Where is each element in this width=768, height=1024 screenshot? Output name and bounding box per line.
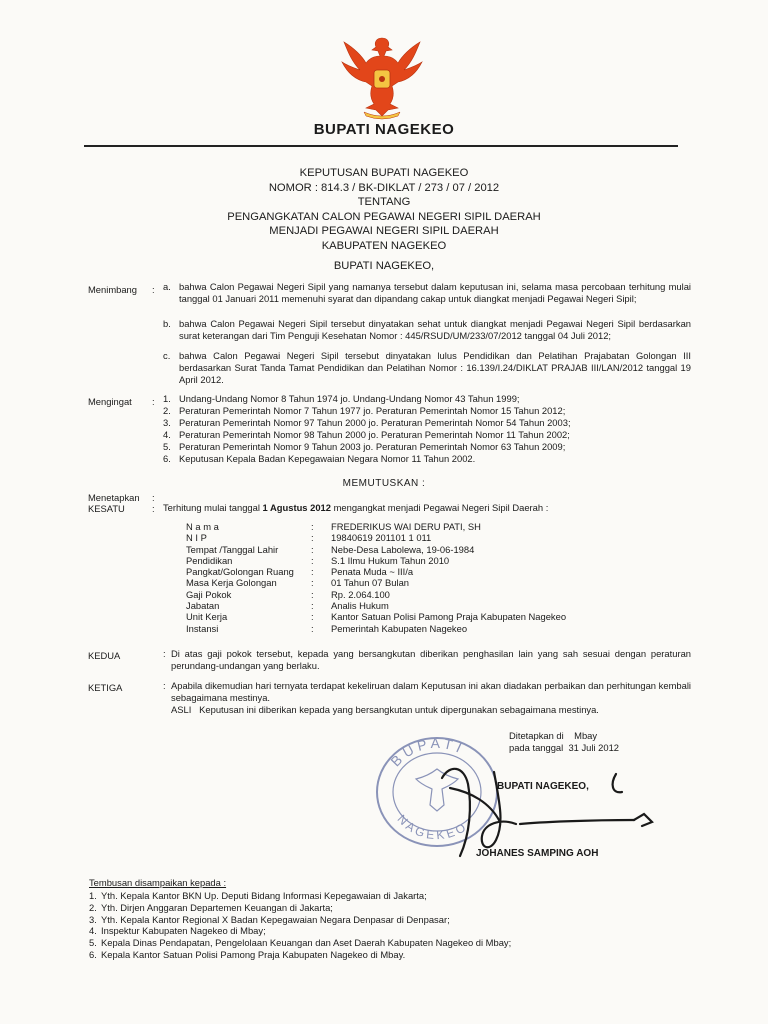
detail-row	[186, 532, 566, 543]
detail-row	[186, 600, 566, 611]
detail-colon: :	[311, 600, 314, 612]
item-text: Undang-Undang Nomor 8 Tahun 1974 jo. Undang-Undang Nomor 43 Tahun 1999;	[179, 393, 520, 404]
list-number: 4.	[89, 925, 97, 937]
kesatu-statement	[163, 502, 548, 513]
decree-title-line: MENJADI PEGAWAI NEGERI SIPIL DAERAH	[269, 225, 499, 237]
list-item	[89, 949, 511, 961]
item-marker: c.	[163, 350, 171, 361]
tanggal-label: pada tanggal	[509, 742, 564, 753]
item-text: Peraturan Pemerintah Nomor 7 Tahun 1977 jo. Peraturan Pemerintah Nomor 15 Tahun 2012;	[179, 405, 566, 416]
detail-label: Pendidikan	[186, 554, 233, 566]
ditetapkan-line	[509, 730, 597, 741]
decree-title-line: KABUPATEN NAGEKEO	[321, 239, 447, 252]
mengingat-item	[163, 453, 691, 465]
detail-value: Rp. 2.064.100	[331, 588, 390, 600]
detail-value: Pemerintah Kabupaten Nagekeo	[331, 622, 468, 634]
list-text: Yth. Dirjen Anggaran Departemen Keuangan di Jakarta;	[101, 901, 333, 913]
decree-title-line: PENGANGKATAN CALON PEGAWAI NEGERI SIPIL DAERAH	[227, 210, 541, 223]
kesatu-pre: Terhitung mulai tanggal	[163, 502, 260, 513]
detail-label: N a m a	[186, 521, 219, 532]
item-text: bahwa Calon Pegawai Negeri Sipil tersebut dinyatakan lulus Pendidikan dan Pelatihan Prajabatan Golongan III berdasarkan Surat Tanda Tamat Pendidikan dan Pelatihan Nomor : 16.139/I.24/DIKLAT PRAJAB III/LAN/2012 tanggal 19 April 2012.	[179, 350, 691, 385]
item-marker: 5.	[163, 441, 171, 452]
detail-colon: :	[311, 554, 314, 566]
detail-label: Tempat /Tanggal Lahir	[186, 543, 279, 555]
detail-row	[186, 555, 566, 566]
signatory-title: BUPATI NAGEKEO,	[497, 781, 589, 792]
detail-label: Gaji Pokok	[186, 588, 232, 600]
detail-value: 01 Tahun 07 Bulan	[331, 577, 410, 589]
kedua-text: Di atas gaji pokok tersebut, kepada yang bersangkutan diberikan penghasilan lain yang sah sesuai dengan peraturan perundang-undangan yang berlaku.	[171, 648, 691, 671]
mengingat-colon: :	[152, 396, 155, 407]
kesatu-date: 1 Agustus 2012	[262, 502, 331, 513]
mengingat-item	[163, 441, 691, 453]
list-text: Kepala Kantor Satuan Polisi Pamong Praja Kabupaten Nagekeo di Mbay.	[101, 948, 406, 960]
item-marker: 4.	[163, 429, 171, 440]
list-text: Yth. Kepala Kantor BKN Up. Deputi Bidang Informasi Kepegawaian di Jakarta;	[101, 890, 427, 901]
menetapkan-label: Menetapkan	[88, 492, 140, 503]
mengingat-item	[163, 405, 691, 417]
ketiga-paragraph	[163, 680, 691, 704]
detail-value: FREDERIKUS WAI DERU PATI, SH	[331, 521, 481, 532]
detail-colon: :	[311, 532, 314, 544]
detail-label: Unit Kerja	[186, 611, 228, 623]
decree-number: NOMOR : 814.3 / BK-DIKLAT / 273 / 07 / 2012	[268, 181, 500, 194]
stamp-top-text: BUPATI	[387, 734, 468, 770]
detail-label: Pangkat/Golongan Ruang	[186, 566, 294, 578]
ketiga-label: KETIGA	[88, 682, 123, 693]
list-text: Inspektur Kabupaten Nagekeo di Mbay;	[101, 925, 266, 937]
item-text: Peraturan Pemerintah Nomor 97 Tahun 2000 jo. Peraturan Pemerintah Nomor 54 Tahun 2003;	[179, 417, 571, 428]
mengingat-item	[163, 393, 691, 405]
list-item	[89, 937, 511, 949]
detail-value: Nebe-Desa Labolewa, 19-06-1984	[331, 543, 475, 555]
header-divider	[84, 145, 678, 147]
detail-row	[186, 577, 566, 588]
list-text: Kepala Dinas Pendapatan, Pengelolaan Keuangan dan Aset Daerah Kabupaten Nagekeo di Mbay;	[101, 937, 512, 949]
list-item	[89, 914, 511, 926]
detail-value: Penata Muda ~ III/a	[331, 566, 414, 578]
asli-label: ASLI	[171, 704, 192, 715]
kesatu-colon: :	[152, 503, 155, 514]
decree-title-line: KEPUTUSAN BUPATI NAGEKEO	[299, 167, 469, 179]
item-text: Peraturan Pemerintah Nomor 98 Tahun 2000 jo. Peraturan Pemerintah Nomor 11 Tahun 2002;	[179, 429, 570, 440]
list-number: 3.	[89, 913, 97, 925]
list-item	[89, 925, 511, 937]
tembusan-list	[89, 890, 511, 961]
list-number: 2.	[89, 901, 97, 913]
authority-heading: BUPATI NAGEKEO	[313, 121, 455, 138]
employee-details	[186, 521, 566, 634]
detail-colon: :	[311, 588, 314, 600]
detail-value: S.1 Ilmu Hukum Tahun 2010	[331, 554, 450, 566]
menimbang-item	[163, 281, 691, 305]
list-number: 5.	[89, 937, 97, 949]
list-text: Yth. Kepala Kantor Regional X Badan Kepegawaian Negara Denpasar di Denpasar;	[101, 913, 450, 925]
detail-colon: :	[311, 577, 314, 589]
item-marker: 3.	[163, 417, 171, 428]
item-marker: 1.	[163, 393, 171, 404]
detail-colon: :	[311, 521, 314, 532]
mengingat-item	[163, 417, 691, 429]
menimbang-colon: :	[152, 284, 155, 295]
detail-colon: :	[311, 622, 314, 634]
ketiga-text: Apabila dikemudian hari ternyata terdapat kekeliruan dalam Keputusan ini akan diadakan perbaikan dan perhitungan kembali sebagaimana mestinya.	[171, 680, 691, 703]
ditetapkan-label: Ditetapkan di	[509, 730, 564, 741]
item-text: Keputusan Kepala Badan Kepegawaian Negara Nomor 11 Tahun 2002.	[179, 453, 476, 464]
issuer-line: BUPATI NAGEKEO,	[333, 260, 435, 272]
list-number: 1.	[89, 890, 97, 901]
menetapkan-colon: :	[152, 492, 155, 503]
list-item	[89, 890, 511, 902]
detail-row	[186, 566, 566, 577]
tembusan-heading: Tembusan disampaikan kepada :	[89, 877, 227, 888]
item-text: bahwa Calon Pegawai Negeri Sipil yang namanya tersebut dalam keputusan ini, selama masa percobaan terhitung mulai tanggal 01 Januari 2011 memenuhi syarat dan dipandang cakap untuk diangkat menjadi Pegawai Negeri Sipil;	[179, 281, 691, 304]
menimbang-item	[163, 350, 691, 386]
item-text: Peraturan Pemerintah Nomor 9 Tahun 2003 jo. Peraturan Pemerintah Nomor 63 Tahun 2009;	[179, 441, 566, 452]
mengingat-item	[163, 429, 691, 441]
item-marker: b.	[163, 318, 171, 329]
detail-colon: :	[311, 566, 314, 578]
detail-label: Instansi	[186, 622, 219, 634]
stamp-bottom-text: NAGEKEO	[394, 812, 471, 843]
menimbang-item	[163, 318, 691, 342]
decree-title-block	[0, 166, 768, 253]
detail-row	[186, 623, 566, 634]
signatory-name: JOHANES SAMPING AOH	[476, 848, 599, 859]
item-marker: 6.	[163, 453, 171, 464]
asli-line	[163, 704, 691, 716]
detail-label: Jabatan	[186, 600, 220, 612]
detail-row	[186, 589, 566, 600]
detail-label: Masa Kerja Golongan	[186, 577, 277, 589]
decree-title-line: TENTANG	[357, 196, 411, 208]
detail-row	[186, 521, 566, 532]
tanggal-value: 31 Juli 2012	[568, 742, 619, 753]
item-marker: a.	[163, 281, 171, 292]
list-number: 6.	[89, 948, 97, 960]
detail-label: N I P	[186, 532, 207, 544]
garuda-emblem-icon	[336, 32, 428, 120]
detail-row	[186, 544, 566, 555]
detail-value: 19840619 201101 1 011	[331, 532, 432, 544]
asli-text: Keputusan ini diberikan kepada yang bersangkutan untuk dipergunakan sebagaimana mestinya.	[199, 704, 599, 715]
kedua-label: KEDUA	[88, 650, 121, 661]
item-marker: 2.	[163, 405, 171, 416]
detail-colon: :	[311, 543, 314, 555]
kedua-colon: :	[163, 648, 166, 659]
memutuskan-heading: MEMUTUSKAN :	[342, 478, 426, 489]
detail-colon: :	[311, 611, 314, 623]
item-text: bahwa Calon Pegawai Negeri Sipil tersebut dinyatakan sehat untuk diangkat menjadi Pegawai Negeri Sipil berdasarkan surat keterangan dari Tim Penguji Kesehatan Nomor : 445/RSUD/UM/233/07/2012 tanggal 04 Juli 2012;	[179, 318, 691, 341]
menimbang-label: Menimbang	[88, 284, 137, 295]
list-item	[89, 902, 511, 914]
ditetapkan-value: Mbay	[574, 730, 598, 741]
kesatu-label: KESATU	[88, 503, 125, 514]
mengingat-label: Mengingat	[88, 396, 132, 407]
detail-value: Analis Hukum	[331, 600, 389, 612]
detail-value: Kantor Satuan Polisi Pamong Praja Kabupaten Nagekeo	[331, 611, 567, 623]
ketiga-colon: :	[163, 680, 166, 691]
kedua-paragraph	[163, 648, 691, 672]
kesatu-post: mengangkat menjadi Pegawai Negeri Sipil Daerah :	[333, 502, 549, 513]
detail-row	[186, 611, 566, 622]
